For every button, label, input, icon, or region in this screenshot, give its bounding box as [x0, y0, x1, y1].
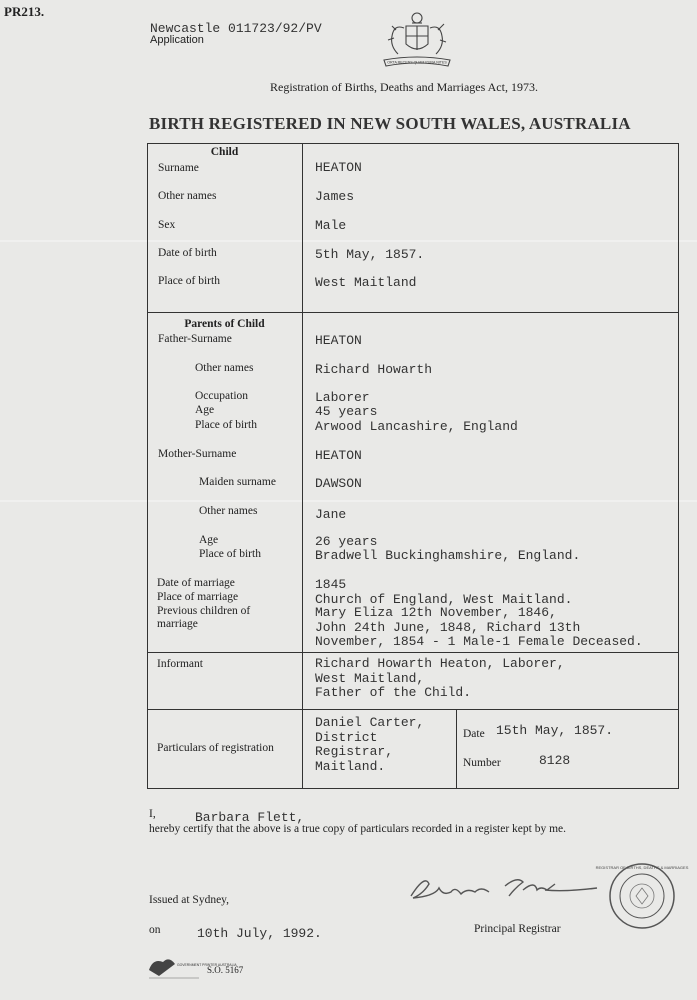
father-surname: HEATON: [315, 333, 362, 348]
date-of-marriage-label: Date of marriage: [157, 577, 235, 589]
father-pob: Arwood Lancashire, England: [315, 419, 518, 434]
mother-age-label: Age: [199, 534, 219, 546]
issued-date: 10th July, 1992.: [197, 926, 322, 941]
registration-date: 15th May, 1857.: [496, 723, 614, 738]
certify-prefix: I,: [149, 808, 156, 820]
registration-number: 8128: [539, 753, 571, 768]
place-of-marriage-label: Place of marriage: [157, 591, 239, 603]
mother-pob-label: Place of birth: [199, 548, 261, 560]
pob-label: Place of birth: [158, 275, 220, 287]
other-names-label: Other names: [158, 190, 217, 202]
registration-date-label: Date: [463, 728, 485, 740]
father-age: 45 years: [315, 404, 378, 419]
informant-label: Informant: [157, 658, 203, 670]
form-code: PR213.: [4, 4, 45, 19]
certifier-name: Barbara Flett,: [195, 810, 305, 825]
coat-of-arms-icon: [378, 10, 456, 68]
issued-label: Issued at Sydney,: [149, 894, 230, 906]
table-divider: [147, 652, 679, 653]
father-occupation: Laborer: [315, 390, 370, 405]
place-of-marriage: Church of England, West Maitland.: [315, 592, 573, 607]
application-label: Application: [150, 34, 204, 46]
date-of-marriage: 1845: [315, 577, 347, 592]
table-divider: [302, 709, 303, 789]
coat-of-arms-motto: ORTA RECENS QUAM PURA NITES: [387, 60, 447, 65]
father-pob-label: Place of birth: [195, 419, 257, 431]
act-title: Registration of Births, Deaths and Marriages Act, 1973.: [270, 80, 538, 94]
dob-label: Date of birth: [158, 247, 217, 259]
table-divider: [456, 709, 457, 789]
mother-other-names-label: Other names: [199, 505, 258, 517]
father-other-names: Richard Howarth: [315, 362, 433, 377]
table-divider: [302, 143, 303, 709]
certification-statement: hereby certify that the above is a true copy of particulars recorded in a register kept by me.: [149, 823, 567, 835]
mother-maiden-surname: DAWSON: [315, 476, 362, 491]
father-surname-label: Father-Surname: [158, 333, 232, 345]
table-divider: [147, 709, 679, 710]
printer-logo-text: GOVERNMENT PRINTER AUSTRALIA: [177, 963, 237, 967]
parents-section-label: Parents of Child: [184, 318, 265, 330]
seal-text: REGISTRAR OF BIRTHS, DEATHS & MARRIAGES: [595, 865, 689, 870]
maiden-surname-label: Maiden surname: [199, 476, 276, 488]
child-surname: HEATON: [315, 160, 362, 175]
child-dob: 5th May, 1857.: [315, 247, 425, 262]
signatory-title: Principal Registrar: [474, 923, 561, 935]
registration-number-label: Number: [463, 757, 501, 769]
so-number: S.O. 5167: [207, 965, 244, 975]
registration-label: Particulars of registration: [157, 742, 274, 754]
mother-other-names: Jane: [315, 507, 347, 522]
occupation-label: Occupation: [195, 390, 249, 402]
application-reference: Newcastle 011723/92/PV: [150, 21, 322, 36]
page-title: BIRTH REGISTERED IN NEW SOUTH WALES, AUSTRALIA: [149, 114, 631, 133]
registrar: Daniel Carter, District Registrar, Maitland.: [315, 715, 425, 774]
table-divider: [147, 312, 679, 313]
child-sex: Male: [315, 218, 347, 233]
father-age-label: Age: [195, 404, 215, 416]
surname-label: Surname: [158, 162, 199, 174]
child-section-label: Child: [210, 146, 239, 158]
mother-surname-label: Mother-Surname: [158, 448, 237, 460]
informant-value: Richard Howarth Heaton, Laborer, West Maitland, Father of the Child.: [315, 656, 565, 700]
previous-children-label: Previous children of marriage: [157, 605, 251, 630]
child-other-names: James: [315, 189, 355, 204]
registrar-seal-icon: [595, 862, 689, 930]
issued-on-label: on: [149, 924, 161, 936]
previous-children: Mary Eliza 12th November, 1846, John 24th June, 1848, Richard 13th November, 1854 - 1 Male-1 Female Deceased.: [315, 605, 643, 649]
father-other-names-label: Other names: [195, 362, 254, 374]
mother-pob: Bradwell Buckinghamshire, England.: [315, 548, 581, 563]
child-pob: West Maitland: [315, 275, 417, 290]
sex-label: Sex: [158, 219, 176, 231]
mother-surname: HEATON: [315, 448, 362, 463]
signature: [405, 866, 605, 910]
mother-age: 26 years: [315, 534, 378, 549]
